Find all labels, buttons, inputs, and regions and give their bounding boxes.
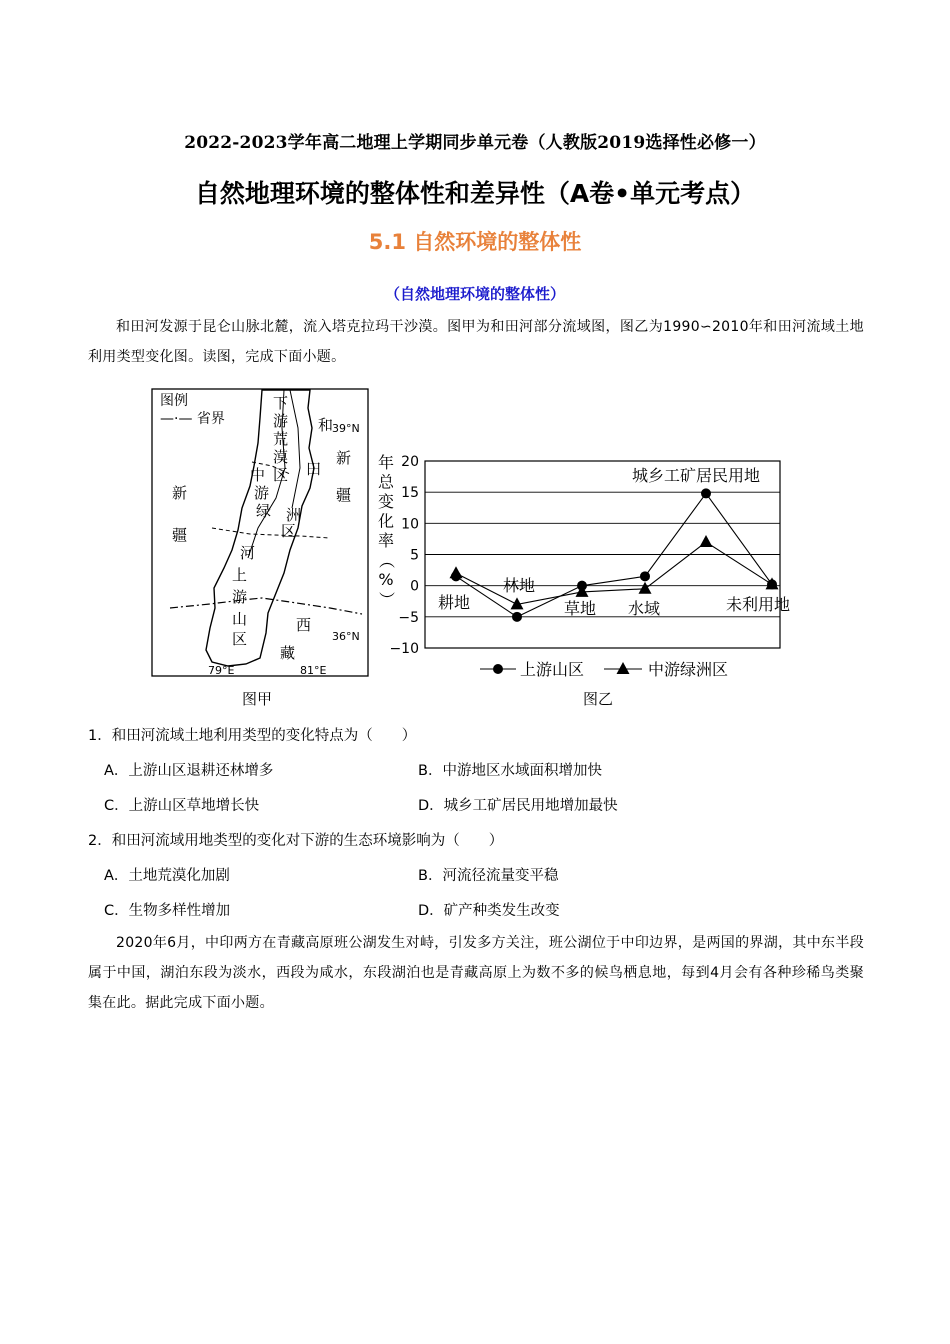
y-tick-label: 20 [401, 454, 419, 470]
category-label: 耕地 [437, 593, 471, 612]
exam-subtitle: 2022-2023学年高二地理上学期同步单元卷（人教版2019选择性必修一） [184, 133, 766, 153]
category-label: 林地 [502, 576, 536, 595]
question-1-option-a[interactable]: A．上游山区退耕还林增多 [104, 763, 274, 779]
intro-paragraph-1: 和田河发源于昆仑山脉北麓，流入塔克拉玛干沙漠。图甲为和田河部分流域图，图乙为1990∽2010年和田河流域土地利用类型变化图。读图，完成下面小题。 [88, 319, 864, 365]
y-axis-label-char: 化 [377, 511, 395, 531]
y-tick-label: −5 [398, 609, 419, 626]
label-xinjiang-left: 疆 [172, 526, 188, 544]
map-caption: 图甲 [242, 690, 273, 708]
legend-marker-1 [493, 664, 503, 674]
label-lon-81: 81°E [300, 664, 327, 677]
series-2-point [450, 566, 463, 578]
series-1-point [512, 612, 522, 622]
y-axis-label [377, 453, 396, 608]
y-axis-label-char: 总 [377, 472, 395, 492]
label-xizang: 西 [296, 616, 312, 634]
chart-legend [480, 660, 728, 679]
category-label: 水域 [627, 599, 661, 618]
series-2-point [700, 535, 713, 547]
svg-text:绿: 绿 [256, 502, 272, 520]
line-chart [370, 446, 810, 686]
series-1-point [640, 571, 650, 581]
label-lat-39: 39°N [332, 422, 360, 435]
label-hetian: 和 [318, 416, 334, 434]
legend-item: —·— 省界 [160, 411, 225, 427]
chart-title: 城乡工矿居民用地 [632, 466, 761, 485]
chart-grid [425, 461, 780, 648]
y-axis-label-char: 变 [377, 492, 395, 511]
province-boundary [170, 598, 362, 614]
legend-marker-2 [617, 662, 630, 674]
label-downstream [273, 394, 288, 484]
y-axis-label-char: 年 [377, 453, 395, 472]
label-river: 河 [240, 544, 256, 562]
intro-paragraph-2: 2020年6月，中印两方在青藏高原班公湖发生对峙，引发多方关注，班公湖位于中印边界，是两国的界湖，其中东半段属于中国，湖泊东段为淡水，西段为咸水，东段湖泊也是青藏高原上为数不多的候鸟栖息地，每到4月会有各种珍稀鸟类聚集在此。据此完成下面小题。 [88, 935, 864, 1011]
y-tick-label: −10 [389, 641, 419, 657]
svg-text:区: 区 [281, 522, 297, 540]
y-axis-label-char: % [378, 570, 394, 589]
y-axis-label-char: 率 [377, 531, 395, 550]
category-label: 未利用地 [725, 595, 791, 614]
svg-text:中: 中 [250, 466, 266, 484]
svg-text:荒: 荒 [273, 430, 289, 448]
label-hetian: 田 [306, 460, 322, 478]
label-lon-79: 79°E [208, 664, 235, 677]
section-title: 5.1 自然环境的整体性 [368, 230, 582, 254]
svg-text:山: 山 [232, 610, 248, 628]
y-tick-label: 15 [401, 485, 419, 502]
svg-text:区: 区 [232, 630, 248, 648]
svg-text:游: 游 [254, 484, 270, 502]
series-1-point [701, 488, 711, 498]
question-2-option-d[interactable]: D．矿产种类发生改变 [418, 903, 560, 919]
label-xinjiang-right: 新 [336, 449, 352, 467]
midstream-boundary [212, 528, 330, 538]
label-xizang: 藏 [280, 644, 296, 662]
svg-text:漠: 漠 [273, 448, 289, 466]
question-2-option-b[interactable]: B．河流径流量变平稳 [418, 868, 559, 884]
legend-label-2: 中游绿洲区 [648, 660, 729, 679]
svg-text:下: 下 [273, 394, 289, 412]
exam-title: 自然地理环境的整体性和差异性（A卷•单元考点） [194, 179, 756, 208]
svg-text:区: 区 [273, 466, 289, 484]
series-line-2 [456, 542, 772, 604]
series-line-1 [456, 493, 772, 616]
svg-text:洲: 洲 [286, 506, 302, 524]
legend-title: 图例 [160, 393, 188, 409]
question-2-option-c[interactable]: C．生物多样性增加 [104, 903, 231, 919]
river-east [290, 390, 300, 508]
label-upstream [232, 566, 247, 648]
category-labels [438, 576, 790, 618]
svg-text:上: 上 [232, 566, 248, 584]
svg-text:游: 游 [273, 412, 289, 430]
y-axis-label-char: ） [377, 591, 396, 608]
topic-title: （自然地理环境的整体性） [384, 285, 565, 303]
y-tick-label: 10 [401, 516, 419, 533]
label-xinjiang-left: 新 [172, 484, 188, 502]
category-label: 草地 [563, 599, 597, 618]
chart-lines [456, 493, 772, 616]
question-1-option-b[interactable]: B．中游地区水域面积增加快 [418, 763, 602, 779]
question-1-option-c[interactable]: C．上游山区草地增长快 [104, 798, 260, 814]
question-1-stem: 1．和田河流域土地利用类型的变化特点为（ ） [88, 728, 417, 744]
question-1-option-d[interactable]: D．城乡工矿居民用地增加最快 [418, 798, 618, 814]
question-2-stem: 2．和田河流域用地类型的变化对下游的生态环境影响为（ ） [88, 833, 504, 849]
y-tick-label: 5 [410, 547, 419, 564]
series-2-point [639, 582, 652, 594]
y-tick-label: 0 [410, 578, 419, 595]
question-2-option-a[interactable]: A．土地荒漠化加剧 [104, 868, 230, 884]
chart-caption: 图乙 [583, 690, 614, 708]
map-figure [150, 388, 372, 680]
legend-label-1: 上游山区 [520, 660, 585, 679]
label-lat-36: 36°N [332, 630, 360, 643]
y-axis-label-char: （ [377, 552, 396, 569]
svg-text:游: 游 [232, 588, 248, 606]
label-xinjiang-right: 疆 [336, 486, 352, 504]
